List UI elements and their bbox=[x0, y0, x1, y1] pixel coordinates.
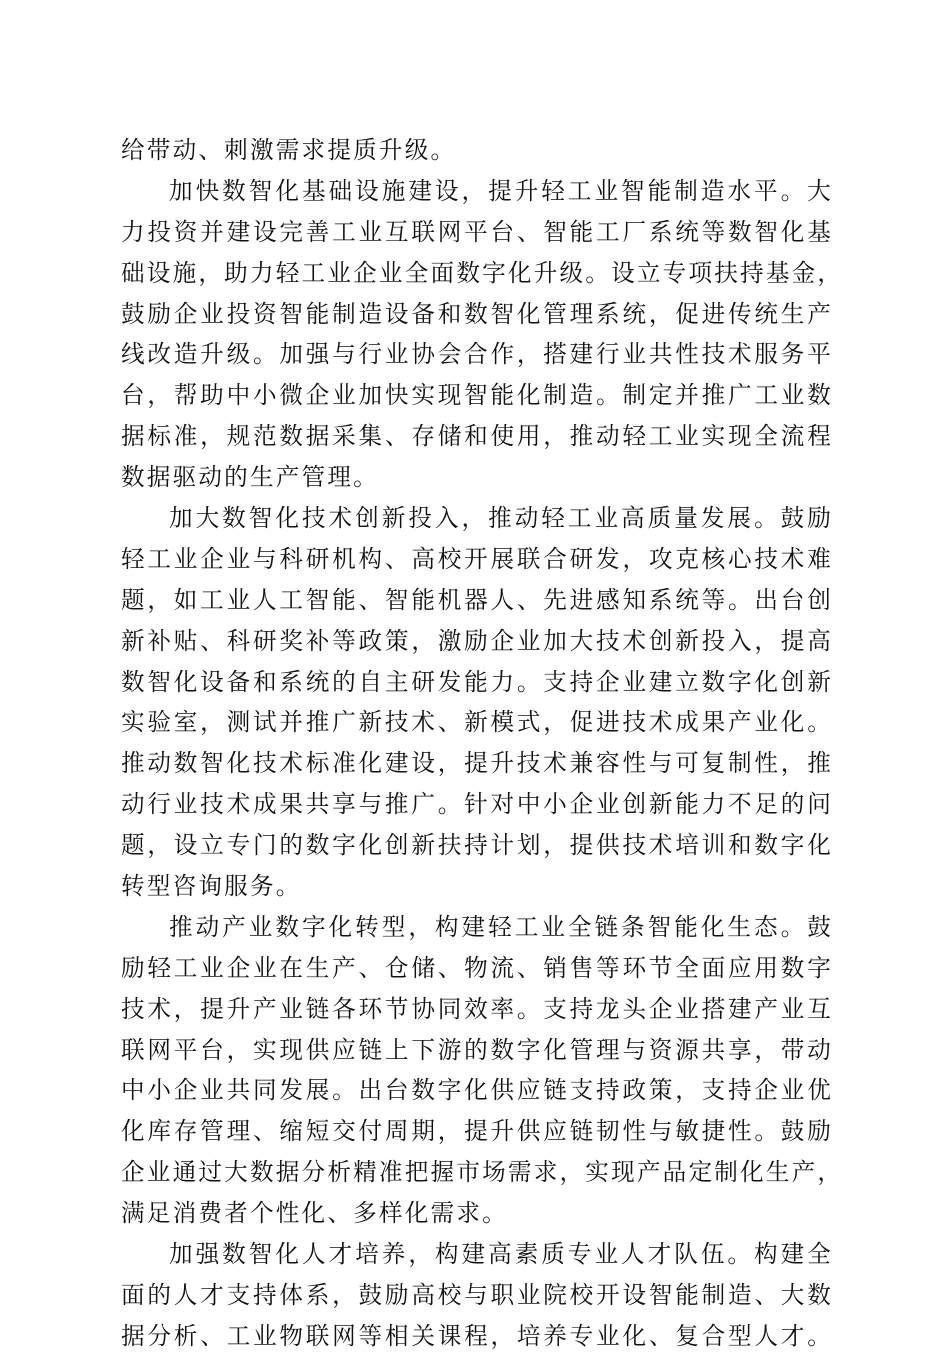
text-line: 转型咨询服务。 bbox=[121, 872, 302, 901]
text-line: 据标准，规范数据采集、存储和使用，推动轻工业实现全流程 bbox=[121, 422, 833, 451]
text-line: 技术，提升产业链各环节协同效率。支持龙头企业搭建产业互 bbox=[121, 994, 833, 1023]
text-line: 中小企业共同发展。出台数字化供应链支持政策，支持企业优 bbox=[121, 1076, 833, 1105]
text-line: 新补贴、科研奖补等政策，激励企业加大技术创新投入，提高 bbox=[121, 626, 833, 655]
body-text bbox=[121, 130, 844, 1357]
text-line: 题，设立专门的数字化创新扶持计划，提供技术培训和数字化 bbox=[121, 831, 833, 860]
text-line: 题，如工业人工智能、智能机器人、先进感知系统等。出台创 bbox=[121, 585, 833, 614]
text-line: 企业通过大数据分析精准把握市场需求，实现产品定制化生产， bbox=[121, 1158, 844, 1187]
text-line: 台，帮助中小微企业加快实现智能化制造。制定并推广工业数 bbox=[121, 381, 833, 410]
text-line: 础设施，助力轻工业企业全面数字化升级。设立专项扶持基金， bbox=[121, 258, 844, 287]
text-line: 推动数智化技术标准化建设，提升技术兼容性与可复制性，推 bbox=[121, 749, 833, 778]
text-line: 面的人才支持体系，鼓励高校与职业院校开设智能制造、大数 bbox=[121, 1280, 833, 1309]
text-line: 满足消费者个性化、多样化需求。 bbox=[121, 1199, 508, 1228]
text-line: 给带动、刺激需求提质升级。 bbox=[121, 136, 457, 164]
text-line: 联网平台，实现供应链上下游的数字化管理与资源共享，带动 bbox=[121, 1035, 833, 1064]
paragraph-first-line: 加大数智化技术创新投入，推动轻工业高质量发展。鼓励 bbox=[169, 504, 833, 533]
text-line: 动行业技术成果共享与推广。针对中小企业创新能力不足的问 bbox=[121, 790, 833, 819]
text-line: 化库存管理、缩短交付周期，提升供应链韧性与敏捷性。鼓励 bbox=[121, 1117, 833, 1146]
text-line: 数据驱动的生产管理。 bbox=[121, 463, 379, 492]
text-line: 据分析、工业物联网等相关课程，培养专业化、复合型人才。 bbox=[121, 1321, 833, 1350]
paragraph-first-line: 推动产业数字化转型，构建轻工业全链条智能化生态。鼓 bbox=[169, 912, 833, 941]
text-line: 实验室，测试并推广新技术、新模式，促进技术成果产业化。 bbox=[121, 708, 833, 737]
paragraph-first-line: 加强数智化人才培养，构建高素质专业人才队伍。构建全 bbox=[169, 1240, 833, 1269]
text-line: 鼓励企业投资智能制造设备和数智化管理系统，促进传统生产 bbox=[121, 299, 833, 328]
text-line: 轻工业企业与科研机构、高校开展联合研发，攻克核心技术难 bbox=[121, 544, 833, 573]
text-line: 励轻工业企业在生产、仓储、物流、销售等环节全面应用数字 bbox=[121, 953, 833, 982]
paragraph-first-line: 加快数智化基础设施建设，提升轻工业智能制造水平。大 bbox=[169, 176, 833, 205]
text-line: 线改造升级。加强与行业协会合作，搭建行业共性技术服务平 bbox=[121, 340, 833, 369]
text-line: 力投资并建设完善工业互联网平台、智能工厂系统等数智化基 bbox=[121, 217, 833, 246]
text-line: 数智化设备和系统的自主研发能力。支持企业建立数字化创新 bbox=[121, 667, 833, 696]
